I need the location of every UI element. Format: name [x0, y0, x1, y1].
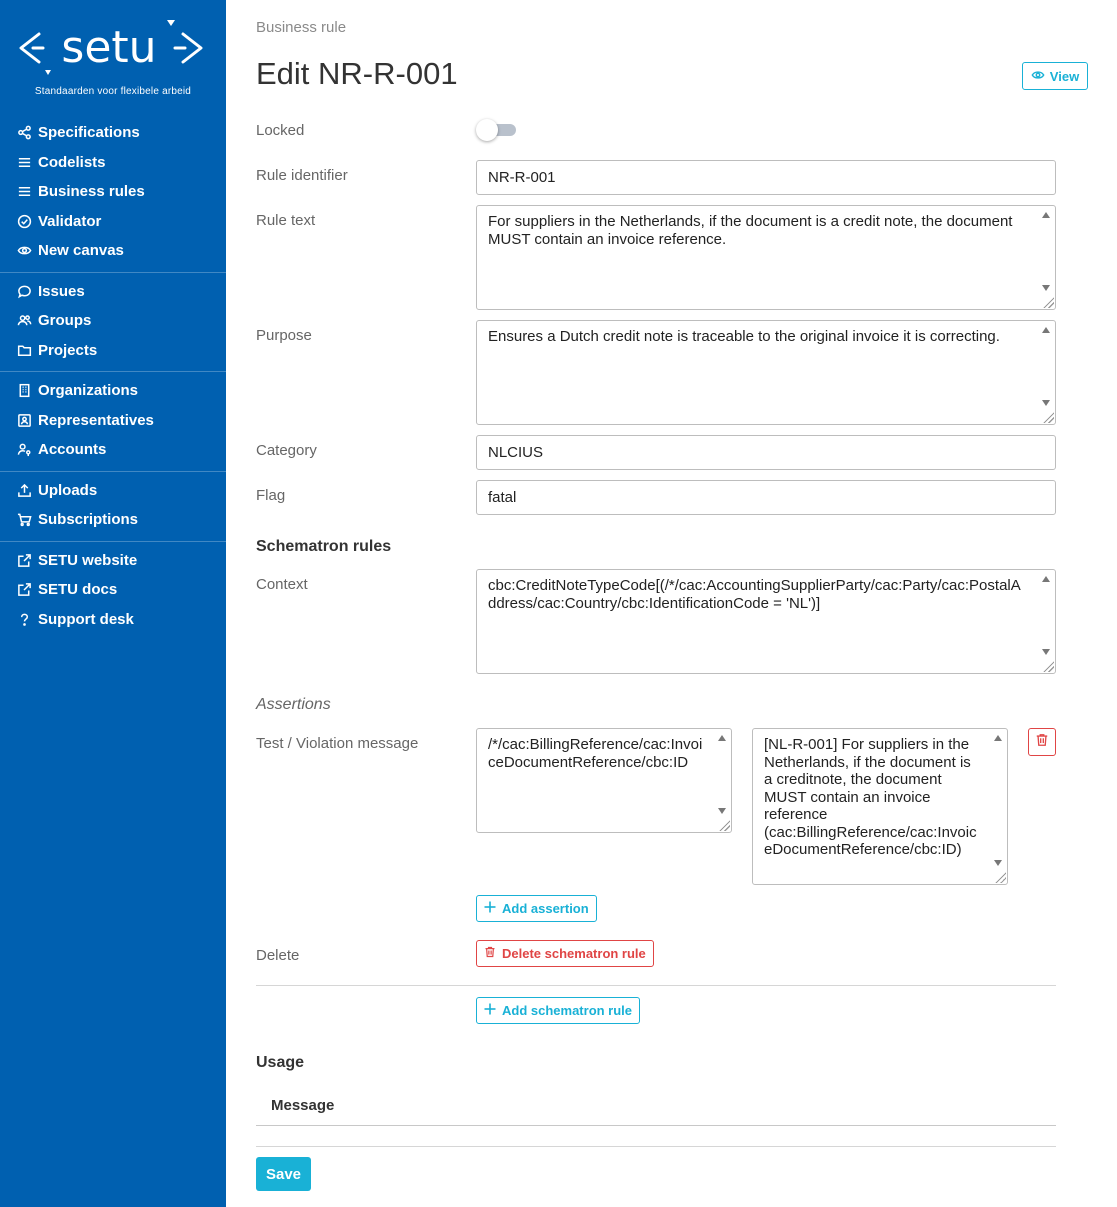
logo-tagline: Standaarden voor flexibele arbeid — [34, 86, 192, 97]
scroll-up-icon[interactable] — [718, 735, 726, 741]
add-schematron-rule-label: Add schematron rule — [502, 1003, 633, 1018]
scroll-down-icon[interactable] — [718, 808, 726, 814]
scroll-up-icon[interactable] — [1042, 327, 1050, 333]
list-icon — [16, 154, 32, 170]
purpose-label: Purpose — [256, 327, 312, 344]
delete-schematron-rule-button[interactable] — [476, 940, 654, 967]
sidebar-nav — [0, 114, 226, 640]
sidebar-item-label: Accounts — [38, 441, 107, 459]
rule-text-textarea[interactable] — [476, 205, 1056, 310]
sidebar-item-new-canvas[interactable] — [0, 236, 226, 266]
user-key-icon — [16, 442, 32, 458]
sidebar-item-label: SETU docs — [38, 581, 118, 599]
sidebar — [0, 0, 226, 1207]
view-button[interactable] — [1022, 62, 1088, 90]
sidebar-item-organizations[interactable] — [0, 376, 226, 406]
flag-label: Flag — [256, 487, 286, 504]
nav-group-main — [0, 114, 226, 273]
sidebar-item-label: Representatives — [38, 411, 154, 429]
sidebar-item-label: Specifications — [38, 124, 140, 142]
context-label: Context — [256, 576, 308, 593]
context-textarea[interactable] — [476, 569, 1056, 674]
delete-assertion-button[interactable] — [1028, 728, 1056, 756]
delete-schematron-rule-label: Delete schematron rule — [502, 946, 646, 961]
sidebar-item-setu-docs[interactable] — [0, 575, 226, 605]
resize-handle-icon[interactable] — [1042, 296, 1054, 308]
chat-icon — [16, 283, 32, 299]
sidebar-item-label: Projects — [38, 341, 98, 359]
sidebar-item-subscriptions[interactable] — [0, 505, 226, 535]
check-circle-icon — [16, 213, 32, 229]
view-button-label: View — [1049, 68, 1080, 84]
delete-label: Delete — [256, 947, 300, 964]
trash-icon — [484, 946, 496, 961]
toggle-knob — [476, 119, 498, 141]
sidebar-item-label: Codelists — [38, 153, 106, 171]
nav-group-files — [0, 472, 226, 542]
sidebar-item-representatives[interactable] — [0, 406, 226, 436]
sidebar-item-label: Uploads — [38, 481, 98, 499]
sidebar-item-validator[interactable] — [0, 207, 226, 237]
folder-icon — [16, 342, 32, 358]
divider — [256, 1146, 1056, 1147]
locked-label: Locked — [256, 122, 305, 139]
purpose-value: Ensures a Dutch credit note is traceable to the original invoice it is correcting. — [488, 328, 1000, 345]
scroll-down-icon[interactable] — [994, 860, 1002, 866]
sidebar-item-groups[interactable] — [0, 306, 226, 336]
sidebar-item-label: Groups — [38, 312, 92, 330]
sidebar-item-setu-website[interactable] — [0, 546, 226, 576]
question-icon — [16, 611, 32, 627]
add-assertion-button[interactable] — [476, 895, 597, 922]
external-link-icon — [16, 552, 32, 568]
add-assertion-label: Add assertion — [502, 901, 589, 916]
sidebar-item-label: SETU website — [38, 551, 138, 569]
sidebar-item-support-desk[interactable] — [0, 605, 226, 635]
add-schematron-rule-button[interactable] — [476, 997, 640, 1024]
sidebar-item-uploads[interactable] — [0, 476, 226, 506]
context-value: cbc:CreditNoteTypeCode[(/*/cac:AccountingSupplierParty/cac:Party/cac:PostalAddress/cac:Country/cbc:IdentificationCode = 'NL')] — [488, 577, 1021, 612]
flag-input[interactable]: fatal — [476, 480, 1056, 515]
sidebar-item-specifications[interactable] — [0, 118, 226, 148]
assertion-test-textarea[interactable] — [476, 728, 732, 833]
users-icon — [16, 313, 32, 329]
sidebar-item-label: Issues — [38, 282, 85, 300]
divider — [256, 985, 1056, 986]
sidebar-item-codelists[interactable] — [0, 148, 226, 178]
scroll-down-icon[interactable] — [1042, 285, 1050, 291]
nav-group-work — [0, 273, 226, 373]
sidebar-item-business-rules[interactable] — [0, 177, 226, 207]
trash-icon — [1035, 733, 1049, 752]
breadcrumb[interactable]: Business rule — [256, 19, 347, 36]
assertions-heading: Assertions — [256, 696, 331, 713]
rule-identifier-input[interactable]: NR-R-001 — [476, 160, 1056, 195]
scroll-up-icon[interactable] — [1042, 576, 1050, 582]
usage-table-divider — [256, 1125, 1056, 1126]
rule-text-label: Rule text — [256, 212, 316, 229]
sidebar-item-accounts[interactable] — [0, 435, 226, 465]
plus-icon — [484, 1003, 496, 1018]
test-violation-label: Test / Violation message — [256, 735, 419, 752]
scroll-up-icon[interactable] — [1042, 212, 1050, 218]
page-title: Edit NR-R-001 — [256, 56, 458, 91]
upload-icon — [16, 482, 32, 498]
assertion-message-textarea[interactable] — [752, 728, 1008, 885]
usage-column-message: Message — [271, 1097, 335, 1114]
resize-handle-icon[interactable] — [1042, 411, 1054, 423]
cart-icon — [16, 512, 32, 528]
category-input[interactable]: NLCIUS — [476, 435, 1056, 470]
usage-heading: Usage — [256, 1054, 305, 1071]
assertion-test-value: /*/cac:BillingReference/cac:InvoiceDocumentReference/cbc:ID — [488, 736, 703, 771]
nav-group-admin — [0, 372, 226, 472]
resize-handle-icon[interactable] — [1042, 660, 1054, 672]
resize-handle-icon[interactable] — [994, 871, 1006, 883]
external-link-icon — [16, 582, 32, 598]
sidebar-item-issues[interactable] — [0, 277, 226, 307]
plus-icon — [484, 901, 496, 916]
eye-icon — [16, 243, 32, 259]
share-icon — [16, 125, 32, 141]
nav-group-links — [0, 542, 226, 641]
resize-handle-icon[interactable] — [718, 819, 730, 831]
schematron-heading: Schematron rules — [256, 538, 392, 555]
eye-icon — [1031, 68, 1045, 85]
save-button[interactable]: Save — [256, 1157, 311, 1191]
scroll-down-icon[interactable] — [1042, 649, 1050, 655]
scroll-down-icon[interactable] — [1042, 400, 1050, 406]
logo-text: setu — [61, 22, 157, 73]
category-label: Category — [256, 442, 317, 459]
assertion-message-value: [NL-R-001] For suppliers in the Netherlands, if the document is a creditnote, the document MUST contain an invoice reference (cac:BillingReference/cac:InvoiceDocumentReference/cbc:ID) — [764, 736, 977, 858]
purpose-textarea[interactable] — [476, 320, 1056, 425]
locked-toggle[interactable] — [476, 122, 518, 138]
scroll-up-icon[interactable] — [994, 735, 1002, 741]
sidebar-item-label: Validator — [38, 212, 102, 230]
list-icon — [16, 184, 32, 200]
sidebar-item-label: Subscriptions — [38, 511, 139, 529]
sidebar-item-projects[interactable] — [0, 336, 226, 366]
sidebar-item-label: Business rules — [38, 183, 145, 201]
sidebar-item-label: Support desk — [38, 610, 134, 628]
rule-text-value: For suppliers in the Netherlands, if the document is a credit note, the document MUST contain an invoice reference. — [488, 213, 1013, 248]
sidebar-item-label: Organizations — [38, 382, 139, 400]
building-icon — [16, 383, 32, 399]
sidebar-item-label: New canvas — [38, 242, 124, 260]
id-card-icon — [16, 412, 32, 428]
rule-identifier-label: Rule identifier — [256, 167, 348, 184]
